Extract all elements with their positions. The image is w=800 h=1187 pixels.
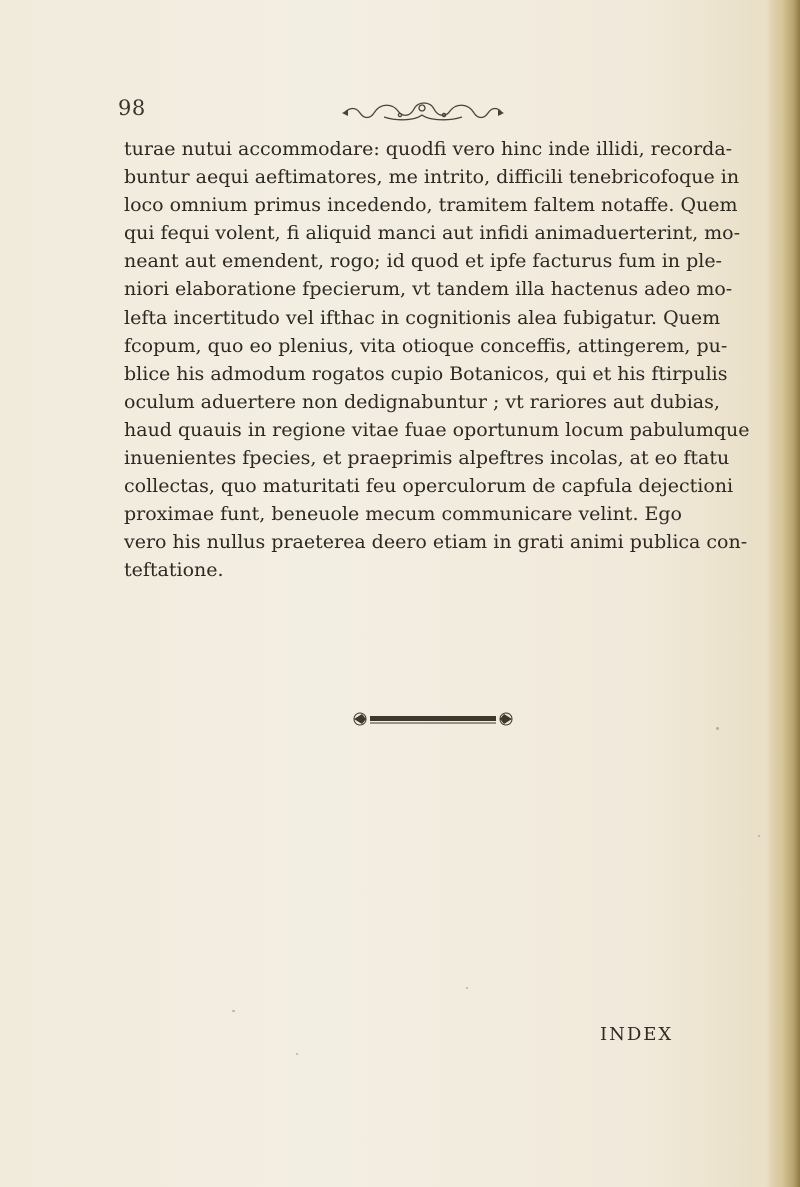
body-text — [124, 135, 750, 585]
text-line: niori elaboratione fpecierum, vt tandem illa hactenus adeo mo- — [124, 278, 733, 301]
head-ornament — [340, 99, 506, 123]
text-line: neant aut emendent, rogo; id quod et ipfe facturus fum in ple- — [124, 250, 722, 273]
text-line: buntur aequi aeftimatores, me intrito, difficili tenebricofoque in — [124, 166, 740, 189]
paper-speck — [716, 727, 719, 730]
paper-speck — [232, 1010, 235, 1012]
text-line: fcopum, quo eo plenius, vita otioque conceffis, attingerem, pu- — [124, 334, 728, 357]
text-line: haud quauis in regione vitae fuae oportunum locum pabulumque — [124, 418, 750, 441]
text-line: turae nutui accommodare: quodfi vero hinc inde illidi, recorda- — [124, 138, 733, 160]
text-line: proximae funt, beneuole mecum communicare velint. Ego — [124, 503, 682, 526]
text-line: qui fequi volent, fi aliquid manci aut infidi animaduerterint, mo- — [124, 222, 741, 245]
catchword: INDEX — [600, 1024, 674, 1045]
tail-ornament — [352, 710, 514, 728]
text-line: vero his nullus praeterea deero etiam in grati animi publica con- — [124, 531, 748, 554]
paper-speck — [466, 987, 468, 989]
text-line: collectas, quo maturitati feu operculorum de capfula dejectioni — [124, 475, 734, 498]
text-line: lefta incertitudo vel ifthac in cognitionis alea fubigatur. Quem — [124, 306, 721, 329]
text-line: oculum aduertere non dedignabuntur ; vt rariores aut dubias, — [124, 390, 720, 413]
text-line: inuenientes fpecies, et praeprimis alpeftres incolas, at eo ftatu — [124, 447, 730, 470]
paper-speck — [296, 1053, 298, 1055]
text-line: loco omnium primus incedendo, tramitem faltem notaffe. Quem — [124, 194, 738, 217]
page-edge-shadow — [766, 0, 800, 1187]
text-line: teftatione. — [124, 559, 224, 582]
page-number: 98 — [118, 96, 146, 120]
paper-speck — [758, 835, 760, 837]
text-line: blice his admodum rogatos cupio Botanicos, qui et his ftirpulis — [124, 362, 728, 385]
